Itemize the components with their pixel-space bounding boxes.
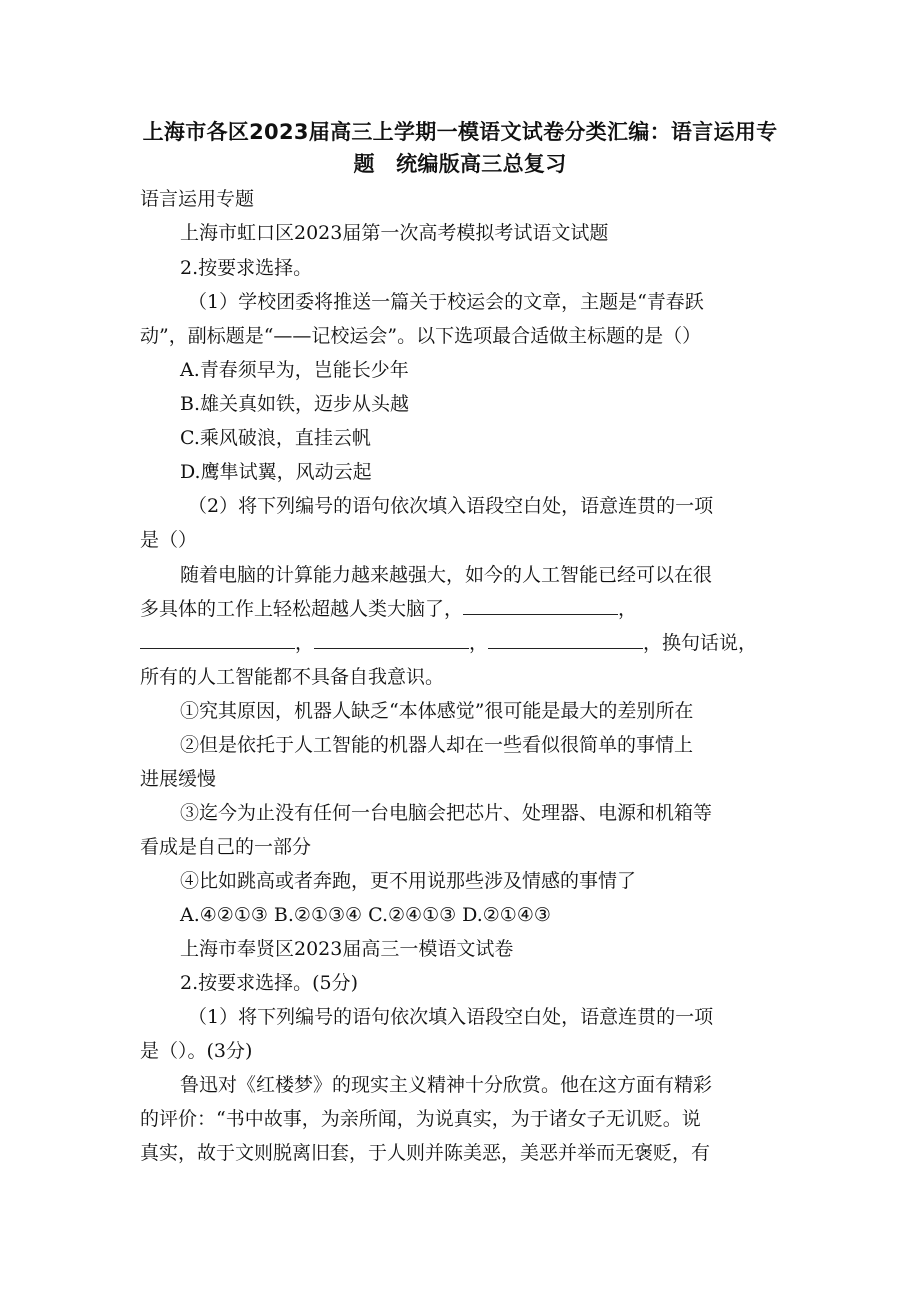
passage-line-2-text: 多具体的工作上轻松超越人类大脑了， [140,598,464,620]
part2-passage-line-3: 真实，故于文则脱离旧套，于人则并陈美恶，美恶并举而无褒贬，有 [140,1142,711,1164]
part2-subquestion-1-line-1: （1）将下列编号的语句依次填入语段空白处，语意连贯的一项 [188,1006,714,1028]
fill-blank-1 [463,596,618,615]
passage-line-4: 所有的人工智能都不具备自我意识。 [140,666,445,688]
subquestion-2-line-2: 是（） [140,529,198,551]
part2-subquestion-1-line-2: 是（）。(3分) [140,1040,253,1062]
comma-2: ， [295,632,315,654]
option-b: B.雄关真如铁，迈步从头越 [180,393,410,415]
question-heading-2: 2.按要求选择。(5分) [180,972,359,994]
document-title [120,116,800,180]
part2-passage-line-1: 鲁迅对《红楼梦》的现实主义精神十分欣赏。他在这方面有精彩 [180,1074,713,1096]
title-line-1: 上海市各区2023届高三上学期一模语文试卷分类汇编：语言运用专 [142,120,778,144]
sentence-item-3-line-1: ③迄今为止没有任何一台电脑会把芯片、处理器、电源和机箱等 [180,802,713,824]
passage-line-2 [140,594,637,624]
subquestion-1-line-2: 动”，副标题是“——记校运会”。以下选项最合适做主标题的是（） [140,325,702,347]
subquestion-2-line-1: （2）将下列编号的语句依次填入语段空白处，语意连贯的一项 [188,495,714,517]
question-heading: 2.按要求选择。 [180,257,313,279]
passage-line-3 [140,628,757,658]
fill-blank-4 [488,630,643,649]
fill-blank-3 [314,630,469,649]
option-a: A.青春须早为，岂能长少年 [180,359,409,381]
option-d: D.鹰隼试翼，风动云起 [180,461,372,483]
comma-1: ， [618,598,638,620]
sentence-item-4: ④比如跳高或者奔跑，更不用说那些涉及情感的事情了 [180,870,637,892]
exam-source-fengxian: 上海市奉贤区2023届高三一模语文试卷 [180,938,514,960]
passage-line-1: 随着电脑的计算能力越来越强大，如今的人工智能已经可以在很 [180,564,713,586]
part2-passage-line-2: 的评价：“书中故事，为亲所闻，为说真实，为于诸女子无讥贬。说 [140,1108,701,1130]
title-line-2: 题 统编版高三总复习 [353,152,567,176]
sentence-item-1: ①究其原因，机器人缺乏“本体感觉”很可能是最大的差别所在 [180,700,694,722]
sentence-item-3-line-2: 看成是自己的一部分 [140,836,312,858]
passage-line-3-end: ，换句话说， [643,632,758,654]
answer-choices: A.④②①③ B.②①③④ C.②④①③ D.②①④③ [180,904,551,926]
subquestion-1-line-1: （1）学校团委将推送一篇关于校运会的文章，主题是“青春跃 [188,291,704,313]
section-heading: 语言运用专题 [140,188,255,210]
sentence-item-2-line-2: 进展缓慢 [140,768,217,790]
option-c: C.乘风破浪，直挂云帆 [180,427,371,449]
sentence-item-2-line-1: ②但是依托于人工智能的机器人却在一些看似很简单的事情上 [180,734,694,756]
exam-source-hongkou: 上海市虹口区2023届第一次高考模拟考试语文试题 [180,222,609,244]
fill-blank-2 [140,630,295,649]
comma-3: ， [469,632,489,654]
